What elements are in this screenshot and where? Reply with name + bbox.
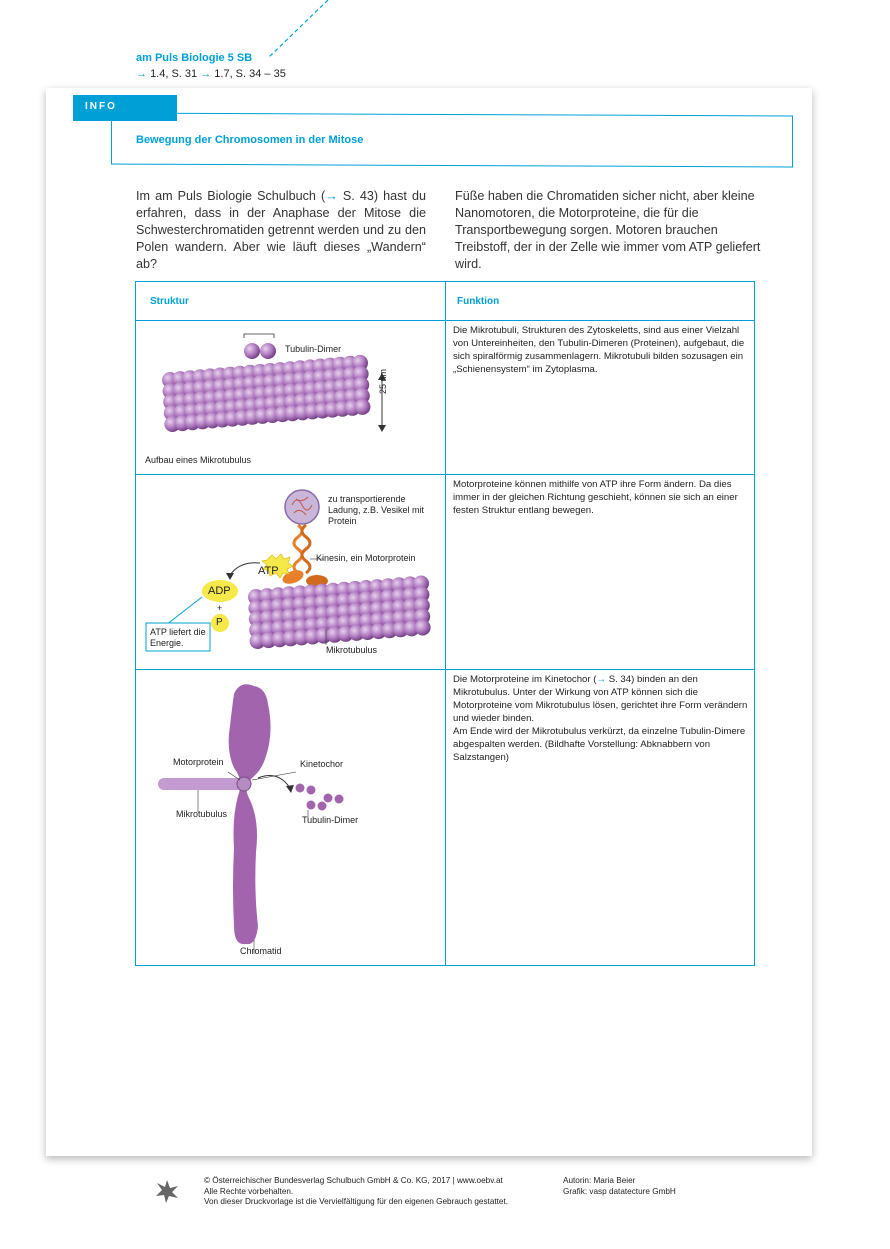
arrow-icon: → [200,68,212,80]
footer-line: Von dieser Druckvorlage ist die Vervielfältigung für den eigenen Gebrauch gestattet. [204,1197,509,1206]
motor-protein-label: Motorprotein [173,757,224,767]
atp-energy-label: ATP liefert die Energie. [150,627,206,648]
tubulin-dimer-ball [244,343,260,359]
cargo-label: zu transportierende Ladung, z.B. Vesikel mit Protein [328,494,425,526]
tubulin-dimer-label: Tubulin-Dimer [285,344,342,354]
tubulin-subunit [354,399,370,415]
plus-label: + [217,603,223,613]
function-text: Die Motorproteine im Kinetochor ( [453,674,597,685]
microtubule-label: Mikrotubulus [176,809,228,819]
structure-function-table [135,281,755,966]
adp-label: ADP [208,585,231,597]
function-text-row-2: Motorproteine können mithilfe von ATP ihre Form ändern. Da dies immer in der gleichen Richtung geschieht, können sie sich an einer festen Struktur entlang bewegen. [453,479,738,516]
function-text: S. 34) binden an den Mikrotubulus. Unter der Wirkung von ATP können sich die Motorproteine vom Mikrotubulus lösen, gerichtet ihre Form verändern und wieder binden. [453,674,748,724]
kinesin-label: Kinesin, ein Motorprotein [316,553,416,563]
tubulin-dimer-ball [260,343,276,359]
kinetochore-label: Kinetochor [300,759,344,769]
vesicle [285,490,319,524]
intro-text: Im am Puls Biologie Schulbuch ( [136,189,326,203]
footer-credits [563,1176,676,1197]
microtubule-label: Mikrotubulus [326,645,378,655]
function-text-row-3 [453,673,748,764]
phosphate-label: P [216,617,223,628]
chromatid-shape [229,684,271,944]
intro-text: S. 43) hast du erfahren, dass in der Anaphase der Mitose die Schwesterchromatiden getrennt werden und zu den Polen wandern. Aber wie läuft dieses „Wandern“ ab? [136,189,426,271]
page-title: Bewegung der Chromosomen in der Mitose [136,134,364,146]
author-credit: Autorin: Maria Beier [563,1176,636,1185]
ref-1[interactable]: 1.4, S. 31 [150,68,198,80]
book-title: am Puls Biologie 5 SB [136,52,253,64]
info-tab: INFO [73,95,177,121]
arrow-icon: → [136,68,147,80]
publisher-logo-icon [154,1178,180,1204]
chromatid-figure [136,672,444,966]
column-header-structure: Struktur [150,296,189,307]
dashed-line-decoration [250,0,340,60]
page-references [136,68,286,80]
microtubule-rod [158,778,244,790]
footer-copyright [204,1176,508,1208]
tubulin-dimer-label: Tubulin-Dimer [302,815,359,825]
microtubule-caption: Aufbau eines Mikrotubulus [145,455,252,465]
arrow-icon: → [596,674,607,685]
table-column-divider [445,282,446,965]
footer-line: © Österreichischer Bundesverlag Schulbuch GmbH & Co. KG, 2017 | www.oebv.at [204,1176,503,1185]
chromatid-label: Chromatid [240,946,282,956]
arrow-icon: → [325,189,338,203]
scale-label: 25 nm [378,368,388,394]
ref-2[interactable]: 1.7, S. 34 – 35 [214,68,286,80]
microtubule-body [162,355,370,432]
graphic-credit: Grafik: vasp datatecture GmbH [563,1186,676,1196]
function-text-row-1: Die Mikrotubuli, Strukturen des Zytoskeletts, sind aus einer Vielzahl von Untereinheiten, den Tubulin-Dimeren (Proteinen), aufgebaut, die sich spiralförmig zusammenlagern. Mikrotubuli bilden sozusagen ein „Schienensystem“ im Zytoplasma. [453,325,745,375]
microtubule-body [248,576,431,650]
intro-paragraph-left [136,188,426,273]
atp-label: ATP [258,565,279,577]
tubulin-subunit [415,620,431,636]
column-header-function: Funktion [457,296,500,307]
function-text: Am Ende wird der Mikrotubulus verkürzt, da einzelne Tubulin-Dimere abgespalten werden. (Bildhafte Vorstellung: Abknabbern von Salzstangen) [453,726,746,763]
intro-paragraph-right: Füße haben die Chromatiden sicher nicht, aber kleine Nanomotoren, die Motorproteine, die für die Transportbewegung sorgen. Motoren brauchen Treibstoff, der in der Zelle wie immer vom ATP geliefert wird. [455,189,761,271]
footer-line: Alle Rechte vorbehalten. [204,1186,294,1196]
